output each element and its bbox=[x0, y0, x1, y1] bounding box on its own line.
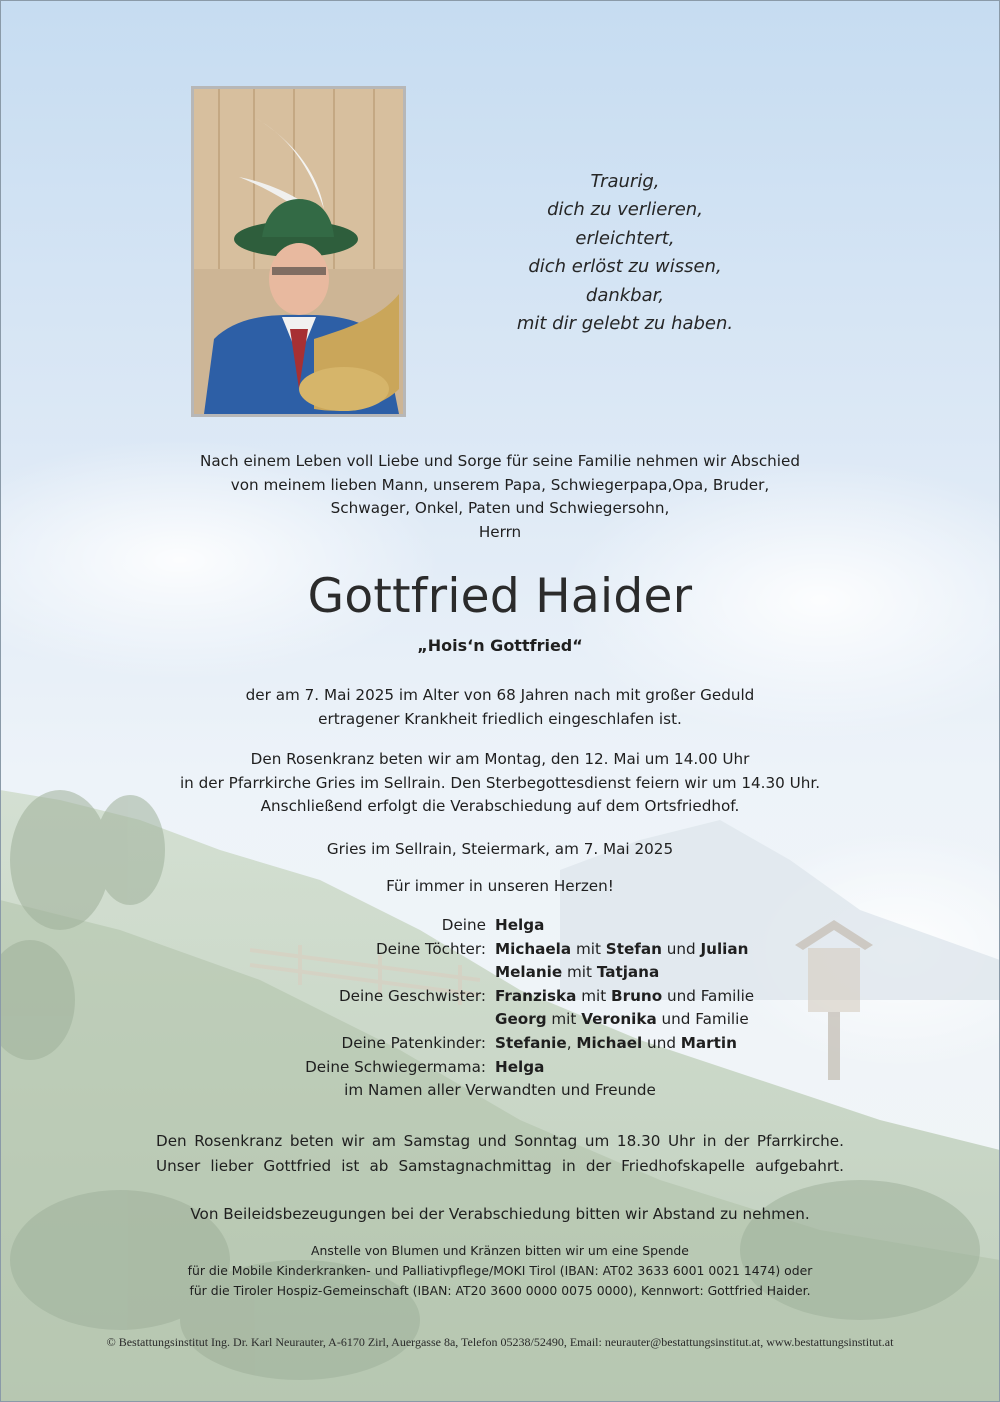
mourner-name: Stefan bbox=[605, 939, 662, 958]
mourner-row bbox=[100, 1032, 900, 1056]
donation-line: für die Tiroler Hospiz-Gemeinschaft (IBAN: AT20 3600 0000 0075 0000), Kennwort: Gottfried Haider. bbox=[189, 1283, 811, 1298]
donation-line: für die Mobile Kinderkranken- und Palliativpflege/MOKI Tirol (IBAN: AT02 3633 6001 0021 1474) oder bbox=[187, 1263, 813, 1278]
mourner-name: Bruno bbox=[611, 986, 663, 1005]
donation-line: Anstelle von Blumen und Kränzen bitten wir um eine Spende bbox=[311, 1243, 689, 1258]
intro-line: von meinem lieben Mann, unserem Papa, Schwiegerpapa,Opa, Bruder, bbox=[230, 475, 770, 494]
mourner-role: Deine Töchter: bbox=[375, 939, 486, 958]
portrait-photo bbox=[191, 86, 406, 417]
poem-line: dich zu verlieren, bbox=[547, 199, 703, 221]
rosary-word: und bbox=[477, 1132, 507, 1150]
mourner-name: Tatjana bbox=[596, 963, 660, 982]
mourner-names bbox=[495, 938, 748, 962]
rosary-word: ab bbox=[369, 1157, 389, 1175]
intro-line: Schwager, Onkel, Paten und Schwiegersohn, bbox=[330, 499, 670, 518]
poem-line: dankbar, bbox=[585, 284, 665, 306]
memorial-poem bbox=[470, 168, 780, 338]
service-info bbox=[0, 748, 1000, 819]
mourner-row bbox=[100, 961, 900, 985]
mourner-role: Deine Schwiegermama: bbox=[305, 1057, 486, 1076]
mourner-names bbox=[495, 1008, 749, 1032]
rosary-word: Rosenkranz bbox=[194, 1132, 283, 1150]
mourner-connector: mit bbox=[562, 963, 597, 982]
poem-line: dich erlöst zu wissen, bbox=[528, 256, 722, 278]
poem-line: mit dir gelebt zu haben. bbox=[516, 313, 734, 335]
mourner-names bbox=[495, 1056, 544, 1080]
rosary-word: Den bbox=[156, 1132, 187, 1150]
mourner-connector: und bbox=[661, 939, 701, 958]
mourner-name: Martin bbox=[680, 1034, 737, 1052]
mourner-row bbox=[100, 1056, 900, 1080]
forever-line bbox=[0, 875, 1000, 899]
condolence-note: Von Beileidsbezeugungen bei der Verabschiedung bitten wir Abstand zu nehmen. bbox=[190, 1205, 810, 1223]
intro-text bbox=[0, 450, 1000, 544]
mourner-row bbox=[100, 1008, 900, 1032]
deceased-name: Gottfried Haider bbox=[307, 569, 693, 624]
death-notice bbox=[0, 684, 1000, 731]
place-date bbox=[0, 838, 1000, 862]
rosary-word: Sonntag bbox=[514, 1132, 578, 1150]
funeral-home-footer: © Bestattungsinstitut Ing. Dr. Karl Neurauter, A-6170 Zirl, Auergasse 8a, Telefon 05238/52490, Email: neurauter@bestattungsinstitut.at, www.bestattungsinstitut.at bbox=[106, 1335, 894, 1349]
rosary-word: Unser bbox=[156, 1157, 201, 1175]
rosary-word: wir bbox=[341, 1132, 365, 1150]
forever-text: Für immer in unseren Herzen! bbox=[386, 877, 614, 895]
mourner-name: Franziska bbox=[495, 986, 577, 1005]
death-notice-line: der am 7. Mai 2025 im Alter von 68 Jahren nach mit großer Geduld bbox=[245, 686, 755, 704]
service-line: in der Pfarrkirche Gries im Sellrain. Den Sterbegottesdienst feiern wir um 14.30 Uhr. bbox=[179, 773, 821, 792]
mourner-name: Michael bbox=[576, 1034, 643, 1052]
mourner-names bbox=[495, 914, 544, 938]
mourner-name: Helga bbox=[495, 1057, 545, 1076]
rosary-word: ist bbox=[341, 1157, 360, 1175]
mourner-name: Melanie bbox=[495, 963, 563, 982]
rosary-line bbox=[156, 1154, 844, 1179]
rosary-line bbox=[156, 1129, 844, 1154]
mourner-name: Julian bbox=[700, 939, 749, 958]
rosary-word: Friedhofskapelle bbox=[621, 1157, 745, 1175]
rosary-word: lieber bbox=[210, 1157, 254, 1175]
rosary-word: am bbox=[371, 1132, 396, 1150]
rosary-word: in bbox=[702, 1132, 717, 1150]
mourner-role: Deine Geschwister: bbox=[338, 986, 486, 1005]
mourner-connector: , bbox=[566, 1034, 577, 1052]
mourner-connector: mit bbox=[546, 1010, 582, 1029]
mourner-name: Stefanie bbox=[495, 1034, 567, 1052]
donation-note bbox=[0, 1241, 1000, 1301]
mourner-connector: mit bbox=[576, 986, 612, 1005]
mourner-role: Deine Patenkinder: bbox=[341, 1034, 486, 1052]
service-line: Anschließend erfolgt die Verabschiedung auf dem Ortsfriedhof. bbox=[260, 797, 740, 816]
mourner-connector: mit bbox=[571, 939, 606, 958]
mourner-row bbox=[100, 938, 900, 962]
place-date-text: Gries im Sellrain, Steiermark, am 7. Mai 2025 bbox=[326, 840, 674, 858]
intro-line: Herrn bbox=[478, 522, 522, 541]
rosary-word: der bbox=[585, 1157, 612, 1175]
rosary-word: der bbox=[724, 1132, 750, 1150]
poem-line: erleichtert, bbox=[575, 227, 675, 249]
rosary-word: um bbox=[584, 1132, 610, 1150]
mourner-row bbox=[100, 914, 900, 938]
mourner-name: Michaela bbox=[495, 939, 572, 958]
mourner-name: Helga bbox=[495, 916, 545, 934]
mourner-connector: und Familie bbox=[662, 986, 755, 1005]
rosary-word: Samstag bbox=[403, 1132, 471, 1150]
service-line: Den Rosenkranz beten wir am Montag, den 12. Mai um 14.00 Uhr bbox=[250, 750, 750, 768]
deceased-nickname: „Hois‘n Gottfried“ bbox=[417, 636, 583, 655]
intro-line: Nach einem Leben voll Liebe und Sorge für seine Familie nehmen wir Abschied bbox=[199, 452, 801, 470]
rosary-word: Samstagnachmittag bbox=[398, 1157, 552, 1175]
rosary-word: Pfarrkirche. bbox=[756, 1132, 844, 1150]
mourner-row bbox=[100, 985, 900, 1009]
rosary-word: Uhr bbox=[668, 1132, 695, 1150]
mourner-connector: und Familie bbox=[656, 1010, 749, 1029]
death-notice-line: ertragener Krankheit friedlich eingeschlafen ist. bbox=[318, 709, 682, 728]
rosary-word: Gottfried bbox=[263, 1157, 332, 1175]
mourner-role: Deine bbox=[441, 916, 486, 934]
rosary-word: beten bbox=[289, 1132, 334, 1150]
mourner-name: Georg bbox=[495, 1010, 547, 1029]
mourner-name: Veronika bbox=[581, 1010, 657, 1029]
mourner-connector: und bbox=[642, 1034, 681, 1052]
mourner-names bbox=[495, 961, 659, 985]
rosary-word: in bbox=[561, 1157, 576, 1175]
mourner-names bbox=[495, 985, 754, 1009]
mourner-names bbox=[495, 1032, 737, 1056]
rosary-word: aufgebahrt. bbox=[755, 1157, 844, 1175]
poem-line: Traurig, bbox=[590, 171, 660, 192]
mourners-closing: im Namen aller Verwandten und Freunde bbox=[344, 1081, 656, 1100]
rosary-info bbox=[0, 1129, 1000, 1179]
rosary-word: 18.30 bbox=[616, 1132, 661, 1150]
